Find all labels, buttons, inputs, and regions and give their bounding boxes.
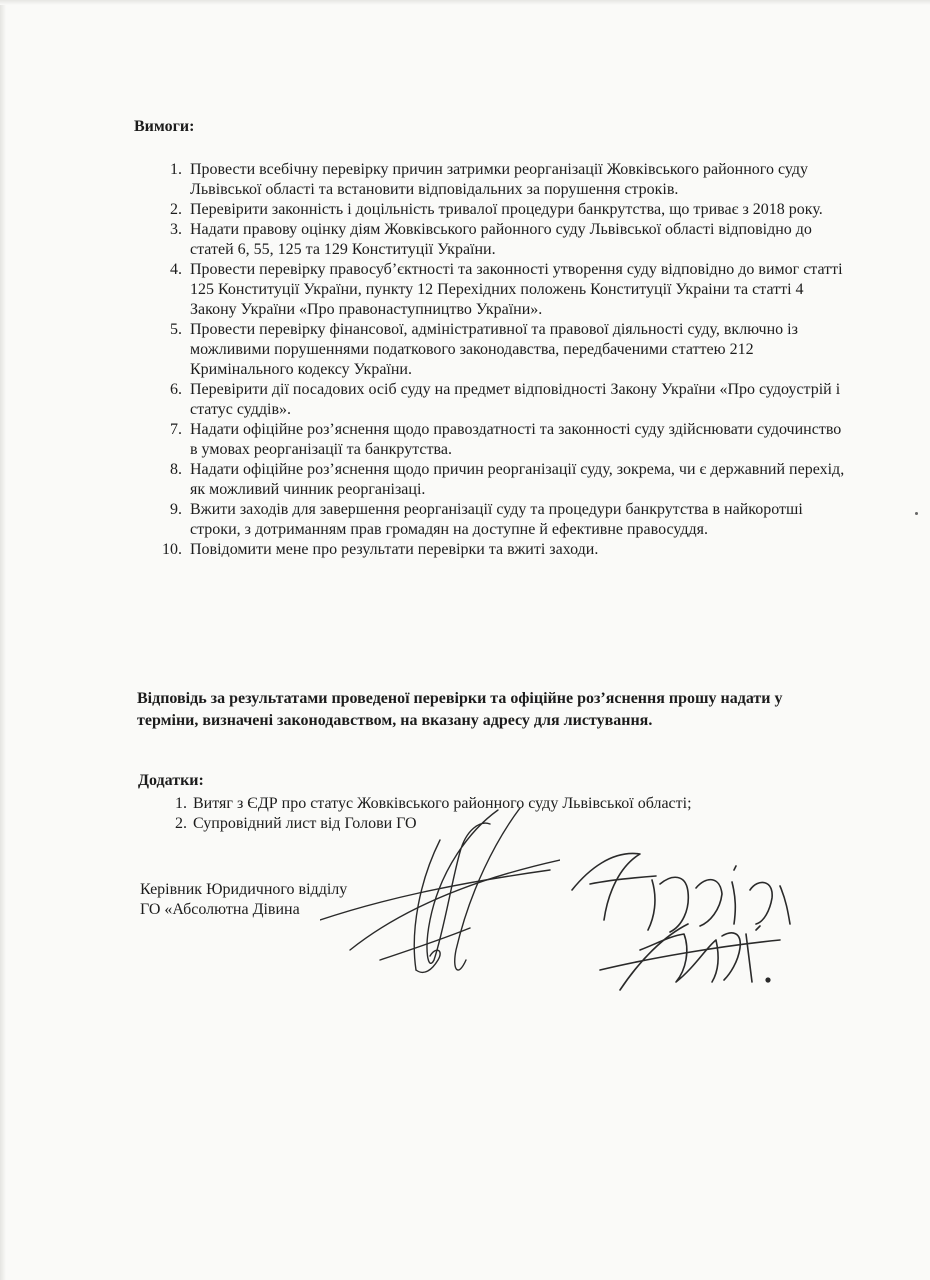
- list-item: 7. Надати офіційне роз’яснення щодо правоздатності та законності суду здійснювати судочинство в умовах реорганізації та банкрутства.: [170, 421, 842, 458]
- signatory-title: [140, 880, 347, 920]
- requirements-list: [160, 160, 850, 560]
- list-item-text: Надати офіційне роз’яснення щодо правоздатності та законності суду здійснювати судочинство в умовах реорганізації та банкрутства.: [190, 421, 842, 458]
- list-item: 10. Повідомити мене про результати перевірки та вжиті заходи.: [162, 541, 599, 558]
- signature-name: [560, 840, 800, 1000]
- list-item-text: Провести перевірку фінансової, адміністративної та правової діяльності суду, включно із можливими порушеннями податкового законодавства, передбаченими статтею 212 Кримінального кодексу України.: [190, 321, 798, 378]
- scan-top-shadow: [0, 0, 930, 5]
- list-item: 9. Вжити заходів для завершення реорганізації суду та процедури банкрутства в найкоротші строки, з дотриманням прав громадян на доступне й ефективне правосуддя.: [170, 501, 803, 538]
- list-item-text: Витяг з ЄДР про статус Жовківського районного суду Львівської області;: [193, 795, 692, 812]
- list-item: 3. Надати правову оцінку діям Жовківського районного суду Львівської області відповідно до статей 6, 55, 125 та 129 Конституції України.: [170, 221, 812, 258]
- list-item-text: Надати офіційне роз’яснення щодо причин реорганізації суду, зокрема, чи є державний перехід, як можливий чинник реорганізаці.: [190, 461, 845, 498]
- attachments-heading: Додатки:: [138, 772, 204, 789]
- list-item-text: Вжити заходів для завершення реорганізації суду та процедури банкрутства в найкоротші строки, з дотриманням прав громадян на доступне й ефективне правосуддя.: [190, 501, 803, 538]
- list-item: 1. Провести всебічну перевірку причин затримки реорганізації Жовківського районного суду Львівської області та встановити відповідальних за порушення строків.: [170, 161, 808, 198]
- signature-scrawl: [320, 800, 560, 990]
- list-item: 2. Супровідний лист від Голови ГО: [175, 815, 417, 832]
- list-item-text: Провести всебічну перевірку причин затримки реорганізації Жовківського районного суду Львівської області та встановити відповідальних за порушення строків.: [190, 161, 808, 198]
- signatory-organization: ГО «Абсолютна Дівина: [140, 901, 300, 918]
- list-item: 2. Перевірити законність і доцільність тривалої процедури банкрутства, що триває з 2018 року.: [170, 201, 823, 218]
- list-item-text: Перевірити законність і доцільність тривалої процедури банкрутства, що триває з 2018 року.: [190, 201, 823, 218]
- response-request-paragraph: Відповідь за результатами проведеної перевірки та офіційне роз’яснення прошу надати у терміни, визначені законодавством, на вказану адресу для листування.: [137, 690, 783, 729]
- requirements-heading: Вимоги:: [134, 118, 195, 135]
- list-item-text: Повідомити мене про результати перевірки та вжиті заходи.: [190, 541, 599, 558]
- list-item: 6. Перевірити дії посадових осіб суду на предмет відповідності Закону України «Про судоустрій і статус суддів».: [170, 381, 841, 418]
- list-item: 1. Витяг з ЄДР про статус Жовківського районного суду Львівської області;: [175, 795, 692, 812]
- list-item: 5. Провести перевірку фінансової, адміністративної та правової діяльності суду, включно із можливими порушеннями податкового законодавства, передбаченими статтею 212 Кримінального кодексу України.: [170, 321, 798, 378]
- list-item: 4. Провести перевірку правосуб’єктності та законності утворення суду відповідно до вимог статті 125 Конституції України, пункту 12 Перехідних положень Конституції Украіни та статті 4 Закону України «Про правонаступництво України».: [170, 261, 843, 318]
- list-item-text: Перевірити дії посадових осіб суду на предмет відповідності Закону України «Про судоустрій і статус суддів».: [190, 381, 841, 418]
- list-item-text: Провести перевірку правосуб’єктності та законності утворення суду відповідно до вимог статті 125 Конституції України, пункту 12 Перехідних положень Конституції Украіни та статті 4 Закону України «Про правонаступництво України».: [190, 261, 843, 318]
- list-item-text: Супровідний лист від Голови ГО: [193, 815, 417, 832]
- list-item-text: Надати правову оцінку діям Жовківського районного суду Львівської області відповідно до статей 6, 55, 125 та 129 Конституції України.: [190, 221, 812, 258]
- list-item: 8. Надати офіційне роз’яснення щодо причин реорганізації суду, зокрема, чи є державний перехід, як можливий чинник реорганізаці.: [170, 461, 845, 498]
- scan-speck: [915, 512, 918, 515]
- signatory-position: Керівник Юридичного відділу: [140, 881, 348, 898]
- scan-edge-shadow: [0, 0, 6, 1280]
